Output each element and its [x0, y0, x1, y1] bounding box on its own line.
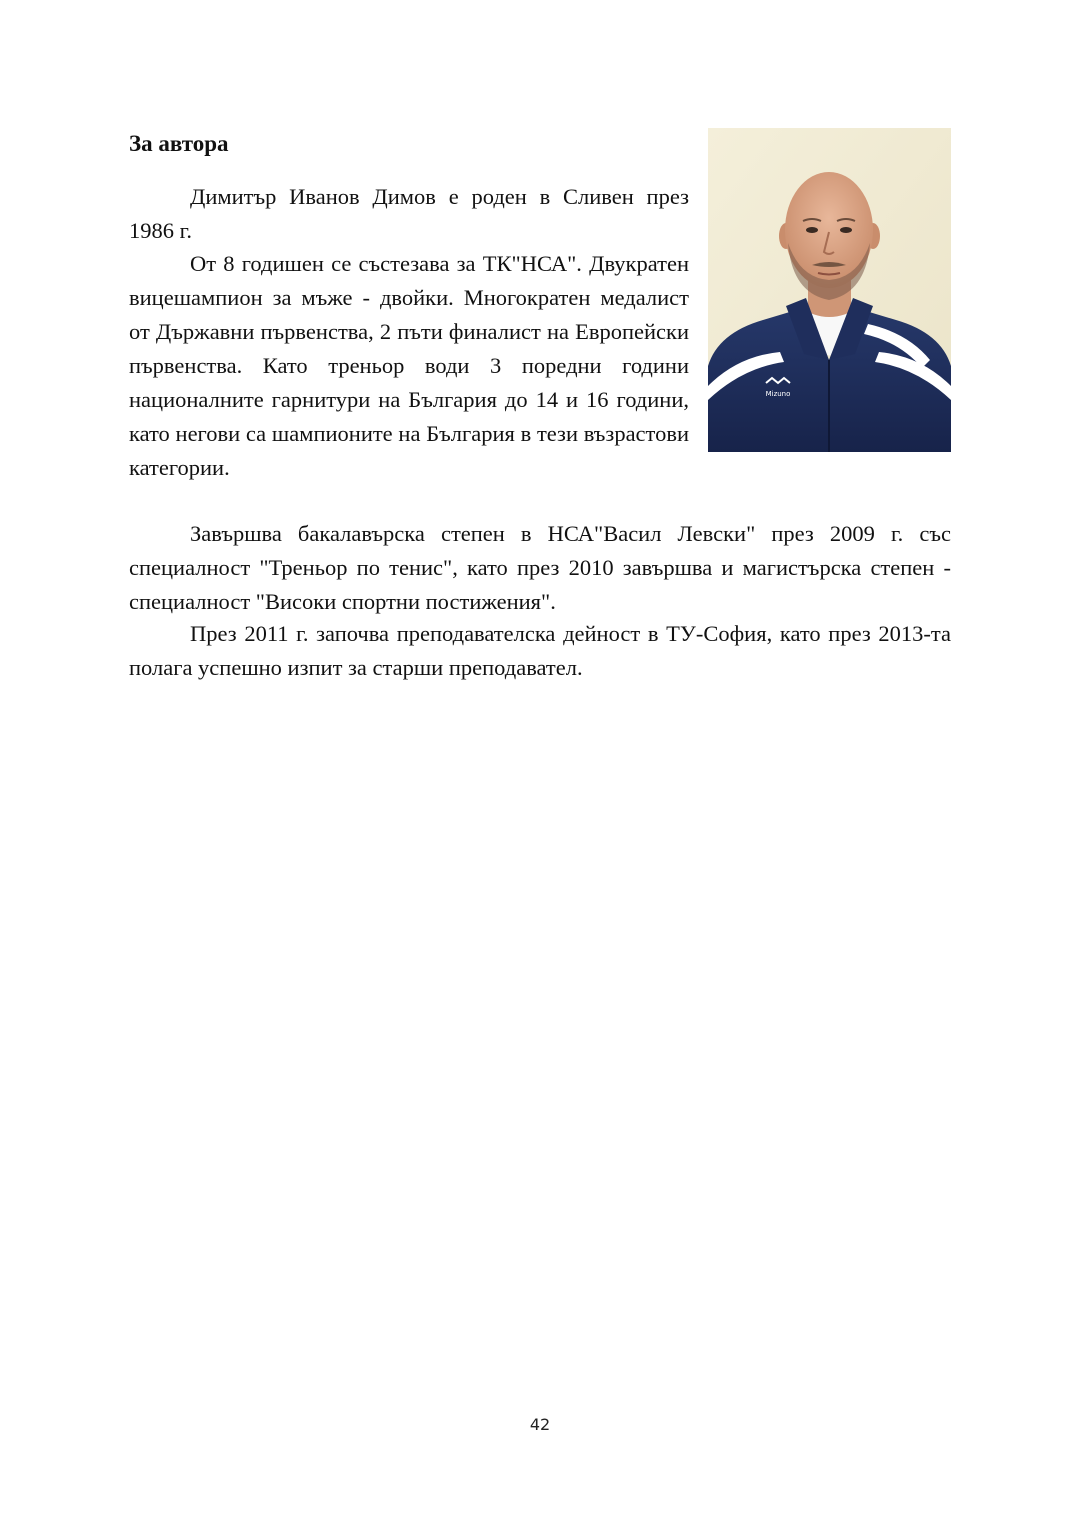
section-title: За автора [129, 131, 229, 156]
paragraph-teaching: През 2011 г. започва преподавателска дейност в ТУ-София, като през 2013-та полага успешно изпит за старши преподавател. [129, 621, 951, 680]
paragraph-education: Завършва бакалавърска степен в НСА"Васил Левски" през 2009 г. със специалност "Треньор по тенис", като през 2010 завършва и магистърска степен - специалност "Високи спортни постижения". [129, 521, 951, 614]
paragraph-career: От 8 годишен се състезава за ТК"НСА". Двукратен вицешампион за мъже - двойки. Многократен медалист от Държавни първенства, 2 пъти финалист на Европейски първенства. Като треньор води 3 поредни години националните гарнитури на България до 14 и 16 години, като негови са шампионите на България в тези възрастови категории. [129, 251, 689, 480]
author-portrait-icon [708, 128, 951, 452]
paragraph-birth: Димитър Иванов Димов е роден в Сливен през 1986 г. [129, 184, 689, 243]
page-number: 42 [529, 1415, 551, 1434]
author-photo [708, 128, 951, 452]
jacket-logo: Mizuno [765, 390, 791, 398]
